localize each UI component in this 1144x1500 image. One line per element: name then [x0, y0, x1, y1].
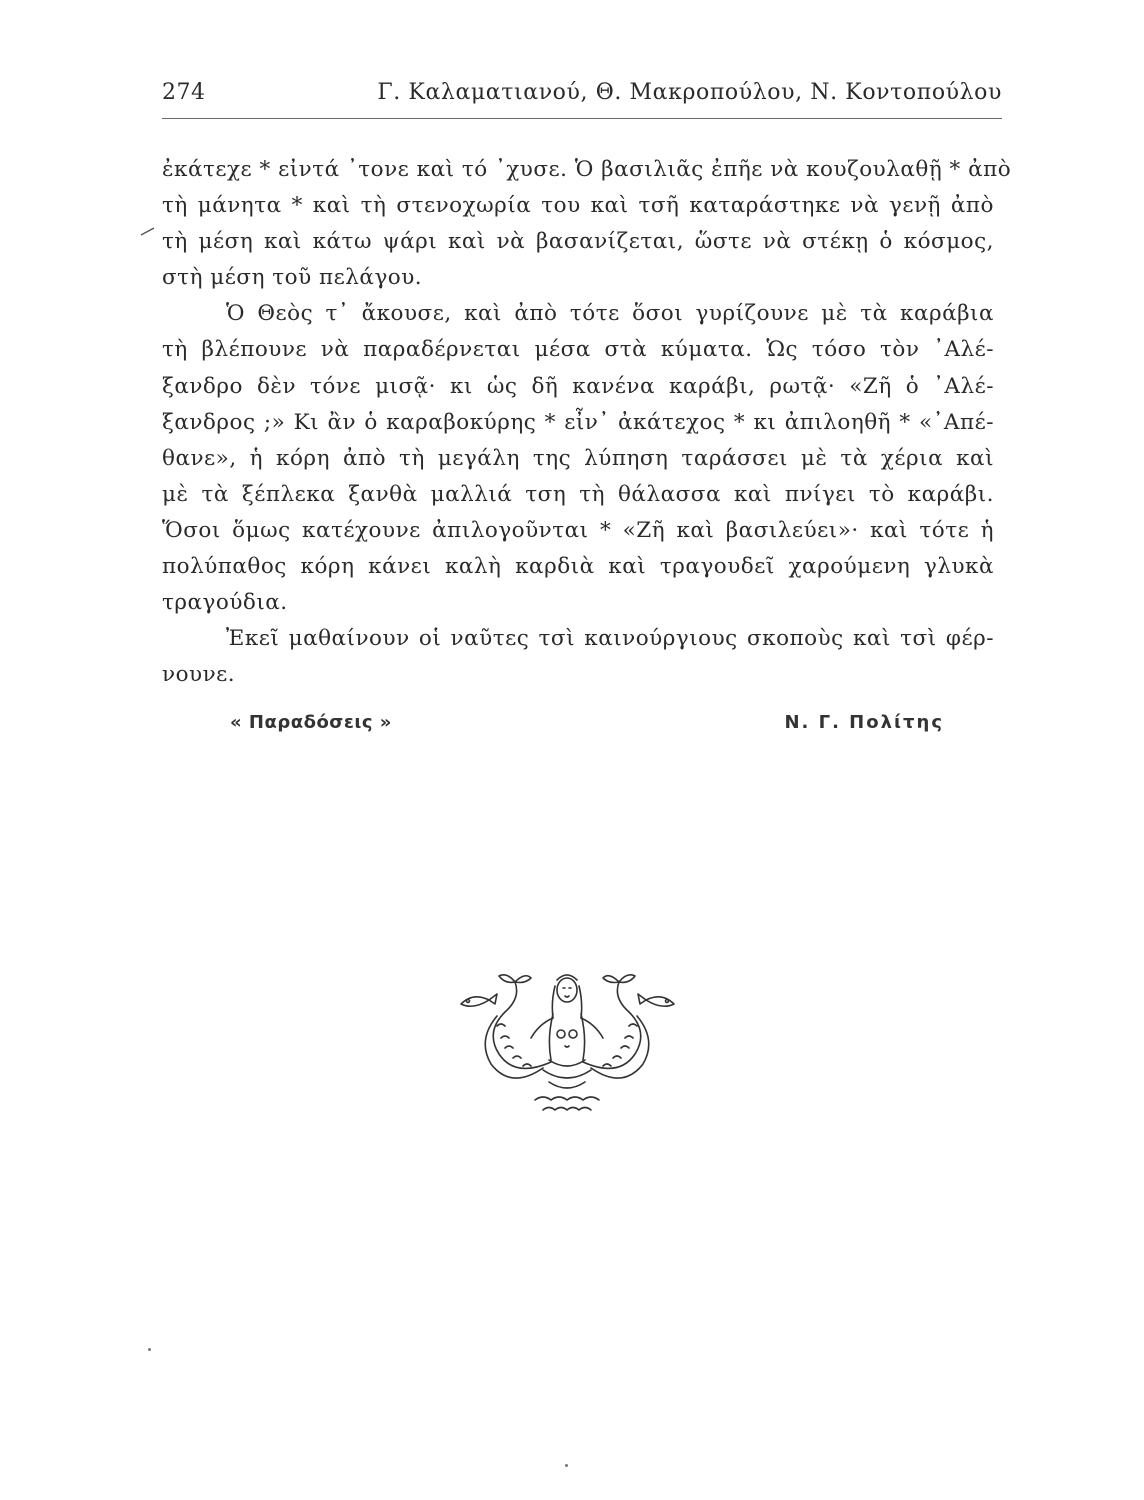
text-line: τὴ μάνητα * καὶ τὴ στενοχωρία του καὶ τσῆ καταράστηκε νὰ γενῇ ἀπὸ [162, 193, 994, 219]
paper-speck [565, 1464, 568, 1467]
text-line: τραγούδια. [162, 590, 288, 616]
author-name: Ν. Γ. Πολίτης [784, 712, 944, 733]
paper-speck [148, 1348, 151, 1351]
running-head: Γ. Καλαματιανού, Θ. Μακροπούλου, Ν. Κοντοπούλου [377, 80, 1002, 105]
page-number: 274 [162, 80, 206, 105]
mermaid-vignette-icon [455, 968, 680, 1118]
text-line: Ἐκεῖ μαθαίνουν οἱ ναῦτες τσὶ καινούργιους σκοποὺς καὶ τσὶ φέρ- [226, 626, 994, 652]
text-line: νουνε. [162, 662, 236, 688]
text-line: ἐκάτεχε * εἰντά ᾽τονε καὶ τό ᾽χυσε. Ὁ βασιλιᾶς ἐπῆε νὰ κουζουλαθῇ * ἀπὸ [162, 157, 1012, 182]
margin-pencil-mark-icon [140, 226, 156, 236]
text-line: τὴ βλέπουνε νὰ παραδέρνεται μέσα στὰ κύματα. Ὡς τόσο τὸν ᾽Αλέ- [162, 337, 994, 363]
text-line: στὴ μέση τοῦ πελάγου. [162, 265, 423, 291]
text-line: τὴ μέση καὶ κάτω ψάρι καὶ νὰ βασανίζεται, ὥστε νὰ στέκῃ ὁ κόσμος, [162, 229, 994, 255]
header-rule [162, 118, 1002, 119]
body-text [162, 152, 1012, 693]
text-line: Ὁ Θεὸς τ᾽ ἄκουσε, καὶ ἀπὸ τότε ὅσοι γυρίζουνε μὲ τὰ καράβια [226, 301, 994, 327]
text-line: πολύπαθος κόρη κάνει καλὴ καρδιὰ καὶ τραγουδεῖ χαρούμενη γλυκὰ [162, 554, 994, 580]
text-line: ξανδρο δὲν τόνε μισᾷ· κι ὡς δῆ κανένα καράβι, ρωτᾷ· «Ζῆ ὁ ᾽Αλέ- [162, 373, 994, 399]
signature-row [230, 712, 944, 744]
text-line: θανε», ἡ κόρη ἀπὸ τὴ μεγάλη της λύπηση ταράσσει μὲ τὰ χέρια καὶ [162, 445, 994, 471]
text-line: ξανδρος ;» Κι ἂν ὁ καραβοκύρης * εἶν᾽ ἀκάτεχος * κι ἀπιλοηθῆ * «᾽Απέ- [162, 409, 994, 435]
source-citation: « Παραδόσεις » [230, 712, 392, 733]
text-line: μὲ τὰ ξέπλεκα ξανθὰ μαλλιά τση τὴ θάλασσα καὶ πνίγει τὸ καράβι. [162, 481, 994, 507]
text-line: Ὅσοι ὅμως κατέχουνε ἀπιλογοῦνται * «Ζῆ καὶ βασιλεύει»· καὶ τότε ἡ [162, 517, 994, 543]
page-header [162, 80, 1002, 120]
